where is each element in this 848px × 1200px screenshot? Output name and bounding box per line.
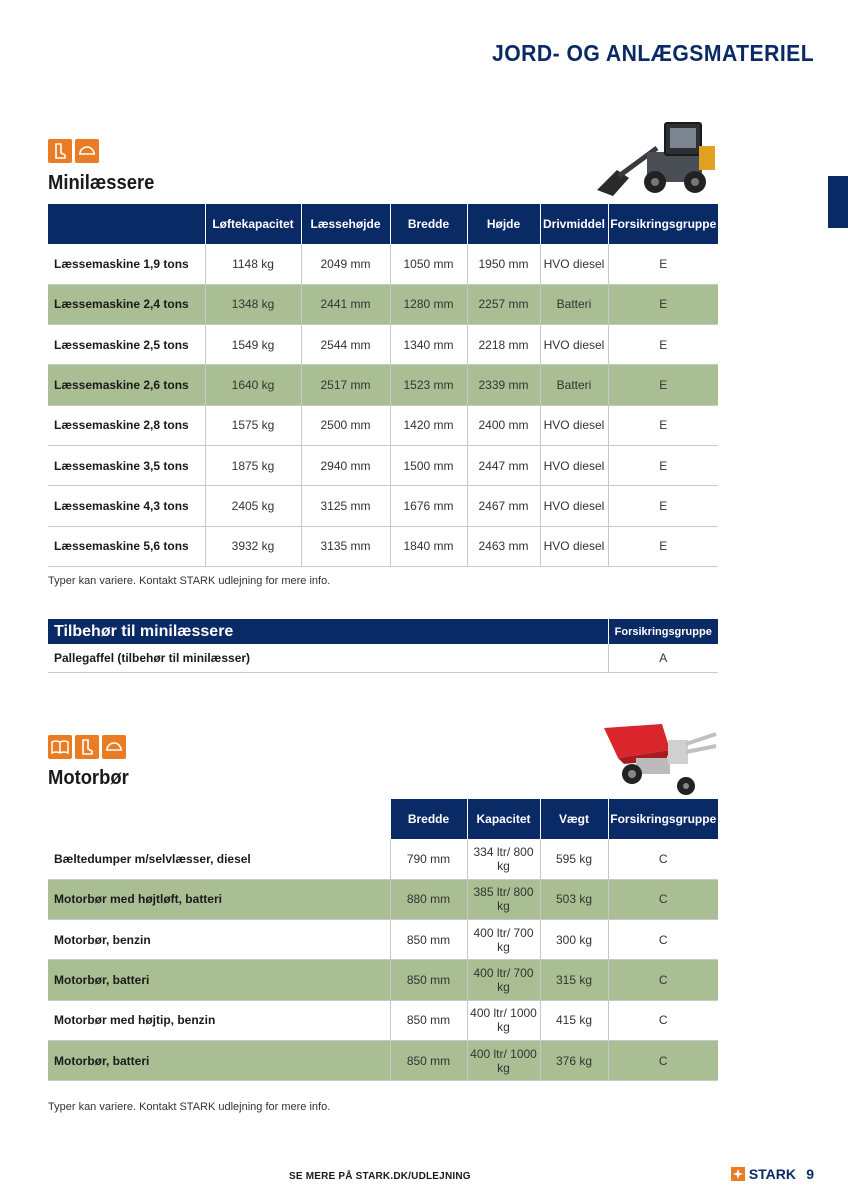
table-header-row bbox=[48, 619, 718, 644]
stark-logo-mark-icon bbox=[731, 1167, 745, 1181]
table-cell: C bbox=[608, 1040, 718, 1080]
table-cell: 1549 kg bbox=[205, 325, 301, 365]
product-name: Læssemaskine 4,3 tons bbox=[48, 486, 205, 526]
motorbor-table bbox=[48, 799, 718, 1081]
table-row bbox=[48, 284, 718, 324]
column-header: Bredde bbox=[390, 204, 467, 244]
motorbor-note: Typer kan variere. Kontakt STARK udlejning for mere info. bbox=[48, 1101, 331, 1113]
column-header: Kapacitet bbox=[467, 799, 540, 839]
table-cell: E bbox=[608, 244, 718, 284]
table-row bbox=[48, 879, 718, 919]
table-cell: 1875 kg bbox=[205, 445, 301, 485]
boots-icon bbox=[75, 735, 99, 759]
table-cell: HVO diesel bbox=[540, 405, 608, 445]
product-name: Motorbør, benzin bbox=[48, 920, 390, 960]
safety-icons bbox=[48, 139, 99, 163]
table-cell: E bbox=[608, 405, 718, 445]
table-cell: 850 mm bbox=[390, 1040, 467, 1080]
table-cell: 1523 mm bbox=[390, 365, 467, 405]
table-cell: 1050 mm bbox=[390, 244, 467, 284]
table-cell: E bbox=[608, 284, 718, 324]
product-name: Bæltedumper m/selvlæsser, diesel bbox=[48, 839, 390, 879]
accessories-title: Tilbehør til minilæssere bbox=[48, 619, 608, 644]
table-cell: C bbox=[608, 920, 718, 960]
table-cell: 2940 mm bbox=[301, 445, 390, 485]
table-cell: HVO diesel bbox=[540, 325, 608, 365]
table-cell: 2544 mm bbox=[301, 325, 390, 365]
table-cell: E bbox=[608, 445, 718, 485]
table-row bbox=[48, 445, 718, 485]
section-title-motorbor: Motorbør bbox=[48, 767, 129, 789]
table-cell: 1950 mm bbox=[467, 244, 540, 284]
table-cell: Batteri bbox=[540, 365, 608, 405]
table-cell: C bbox=[608, 960, 718, 1000]
table-cell: 400 ltr/ 700 kg bbox=[467, 960, 540, 1000]
table-cell: HVO diesel bbox=[540, 486, 608, 526]
table-cell: 1575 kg bbox=[205, 405, 301, 445]
table-row bbox=[48, 325, 718, 365]
table-cell: E bbox=[608, 325, 718, 365]
table-row bbox=[48, 486, 718, 526]
table-cell: 3135 mm bbox=[301, 526, 390, 566]
table-cell: 2405 kg bbox=[205, 486, 301, 526]
table-cell: 315 kg bbox=[540, 960, 608, 1000]
table-cell: 1340 mm bbox=[390, 325, 467, 365]
table-cell: HVO diesel bbox=[540, 445, 608, 485]
table-cell: 1640 kg bbox=[205, 365, 301, 405]
section-title-minilaessere: Minilæssere bbox=[48, 172, 155, 194]
table-cell: HVO diesel bbox=[540, 244, 608, 284]
table-cell: 2517 mm bbox=[301, 365, 390, 405]
column-header: Drivmiddel bbox=[540, 204, 608, 244]
product-name: Læssemaskine 2,5 tons bbox=[48, 325, 205, 365]
table-cell: 850 mm bbox=[390, 960, 467, 1000]
table-cell: 1348 kg bbox=[205, 284, 301, 324]
side-tab-marker bbox=[828, 176, 848, 228]
column-header: Bredde bbox=[390, 799, 467, 839]
column-header: Løftekapacitet bbox=[205, 204, 301, 244]
minilaessere-note: Typer kan variere. Kontakt STARK udlejning for mere info. bbox=[48, 575, 331, 587]
table-cell: 2447 mm bbox=[467, 445, 540, 485]
table-cell: 300 kg bbox=[540, 920, 608, 960]
table-header-row bbox=[48, 799, 718, 839]
product-name: Læssemaskine 1,9 tons bbox=[48, 244, 205, 284]
product-name: Læssemaskine 5,6 tons bbox=[48, 526, 205, 566]
table-row bbox=[48, 920, 718, 960]
table-cell: 2500 mm bbox=[301, 405, 390, 445]
table-row bbox=[48, 1000, 718, 1040]
table-cell: 415 kg bbox=[540, 1000, 608, 1040]
table-cell: C bbox=[608, 839, 718, 879]
table-cell: Batteri bbox=[540, 284, 608, 324]
table-cell: 3125 mm bbox=[301, 486, 390, 526]
table-cell: 1676 mm bbox=[390, 486, 467, 526]
table-cell: 3932 kg bbox=[205, 526, 301, 566]
product-name: Motorbør med højtip, benzin bbox=[48, 1000, 390, 1040]
product-name: Motorbør med højtløft, batteri bbox=[48, 879, 390, 919]
stark-logo-text: STARK bbox=[748, 1166, 796, 1182]
product-name: Læssemaskine 2,6 tons bbox=[48, 365, 205, 405]
minilaessere-table bbox=[48, 204, 718, 567]
product-name: Pallegaffel (tilbehør til minilæsser) bbox=[48, 644, 608, 672]
accessories-table bbox=[48, 619, 718, 673]
table-row bbox=[48, 405, 718, 445]
footer-link[interactable]: SE MERE PÅ STARK.DK/UDLEJNING bbox=[289, 1171, 471, 1182]
table-cell: 1280 mm bbox=[390, 284, 467, 324]
table-cell: 2441 mm bbox=[301, 284, 390, 324]
table-cell: 400 ltr/ 700 kg bbox=[467, 920, 540, 960]
table-cell: 790 mm bbox=[390, 839, 467, 879]
table-cell: 2049 mm bbox=[301, 244, 390, 284]
page-title: JORD- OG ANLÆGSMATERIEL bbox=[491, 40, 814, 66]
stark-logo bbox=[731, 1166, 796, 1182]
table-cell: HVO diesel bbox=[540, 526, 608, 566]
boots-icon bbox=[48, 139, 72, 163]
table-cell: 880 mm bbox=[390, 879, 467, 919]
table-cell: 595 kg bbox=[540, 839, 608, 879]
column-header: Forsikringsgruppe bbox=[608, 799, 718, 839]
column-header: Forsikringsgruppe bbox=[608, 204, 718, 244]
table-cell: 1840 mm bbox=[390, 526, 467, 566]
product-name: Motorbør, batteri bbox=[48, 1040, 390, 1080]
table-cell: C bbox=[608, 879, 718, 919]
mini-loader-image bbox=[595, 118, 720, 198]
helmet-icon bbox=[102, 735, 126, 759]
product-name: Læssemaskine 2,8 tons bbox=[48, 405, 205, 445]
helmet-icon bbox=[75, 139, 99, 163]
column-header: Højde bbox=[467, 204, 540, 244]
column-header: Læssehøjde bbox=[301, 204, 390, 244]
product-name: Læssemaskine 2,4 tons bbox=[48, 284, 205, 324]
table-row bbox=[48, 644, 718, 672]
table-cell: A bbox=[608, 644, 718, 672]
table-cell: 385 ltr/ 800 kg bbox=[467, 879, 540, 919]
manual-book-icon bbox=[48, 735, 72, 759]
table-cell: 376 kg bbox=[540, 1040, 608, 1080]
table-cell: 2463 mm bbox=[467, 526, 540, 566]
table-header-row bbox=[48, 204, 718, 244]
table-cell: 2467 mm bbox=[467, 486, 540, 526]
table-cell: 850 mm bbox=[390, 920, 467, 960]
table-cell: 2218 mm bbox=[467, 325, 540, 365]
table-cell: 400 ltr/ 1000 kg bbox=[467, 1000, 540, 1040]
table-cell: 2257 mm bbox=[467, 284, 540, 324]
table-cell: E bbox=[608, 486, 718, 526]
table-cell: 2400 mm bbox=[467, 405, 540, 445]
product-name: Læssemaskine 3,5 tons bbox=[48, 445, 205, 485]
table-row bbox=[48, 839, 718, 879]
table-cell: 1148 kg bbox=[205, 244, 301, 284]
table-cell: C bbox=[608, 1000, 718, 1040]
product-name: Motorbør, batteri bbox=[48, 960, 390, 1000]
table-cell: E bbox=[608, 365, 718, 405]
table-row bbox=[48, 365, 718, 405]
table-cell: E bbox=[608, 526, 718, 566]
safety-icons bbox=[48, 735, 126, 759]
column-header: Forsikringsgruppe bbox=[608, 619, 718, 644]
table-cell: 334 ltr/ 800 kg bbox=[467, 839, 540, 879]
column-header: Vægt bbox=[540, 799, 608, 839]
table-row bbox=[48, 244, 718, 284]
table-cell: 850 mm bbox=[390, 1000, 467, 1040]
table-cell: 1500 mm bbox=[390, 445, 467, 485]
motor-wheelbarrow-image bbox=[600, 718, 720, 798]
table-cell: 400 ltr/ 1000 kg bbox=[467, 1040, 540, 1080]
table-cell: 1420 mm bbox=[390, 405, 467, 445]
column-header bbox=[48, 799, 390, 839]
page-number: 9 bbox=[806, 1166, 814, 1182]
column-header bbox=[48, 204, 205, 244]
table-row bbox=[48, 1040, 718, 1080]
table-cell: 503 kg bbox=[540, 879, 608, 919]
table-row bbox=[48, 960, 718, 1000]
table-row bbox=[48, 526, 718, 566]
table-cell: 2339 mm bbox=[467, 365, 540, 405]
